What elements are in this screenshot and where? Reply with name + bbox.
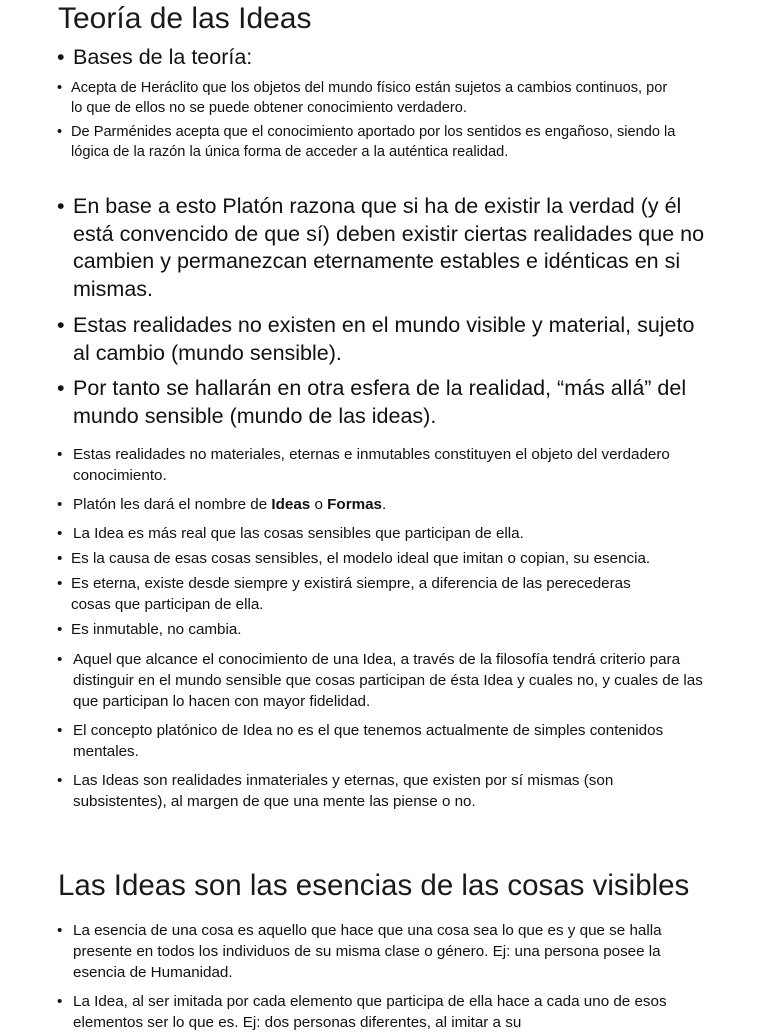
list-item xyxy=(57,78,677,119)
point-text: . xyxy=(382,496,387,513)
slide-title: Las Ideas son las esencias de las cosas visibles xyxy=(58,869,690,902)
slide-title: Teoría de las Ideas xyxy=(58,2,312,35)
subpoint-text: Es eterna, existe desde siempre y existirá siempre, a diferencia de las perecederas cosas que participan de ella. xyxy=(71,575,631,613)
big-points xyxy=(57,375,717,430)
subpoint-text: Es la causa de esas cosas sensibles, el modelo ideal que imitan o copian, su esencia. xyxy=(71,550,651,567)
small-points xyxy=(57,444,707,812)
list-item xyxy=(57,193,712,303)
point-text: Estas realidades no materiales, eternas e inmutables constituyen el objeto del verdadero conocimiento. xyxy=(73,446,670,484)
bases-subitem-heraclito: Acepta de Heráclito que los objetos del mundo físico están sujetos a cambios continuos, por lo que de ellos no se puede obtener conocimiento verdadero. xyxy=(71,79,668,116)
point-text: La Idea, al ser imitada por cada elemento que participa de ella hace a cada uno de esos elementos ser lo que es. Ej: dos personas diferentes, al imitar a su xyxy=(73,993,667,1031)
list-item xyxy=(57,720,707,762)
list-item xyxy=(57,444,707,486)
point-text: Aquel que alcance el conocimiento de una Idea, a través de la filosofía tendrá criterio para distinguir en el mundo sensible que cosas participan de ésta Idea y cuales no, y cuales de las que participan lo hacen con mayor fidelidad. xyxy=(73,651,703,710)
list-item xyxy=(57,991,707,1033)
point-text: Las Ideas son realidades inmateriales y eternas, que existen por sí mismas (son subsistentes), al margen de que una mente las piense o no. xyxy=(73,772,614,810)
bases-subitem-parmenides: De Parménides acepta que el conocimiento aportado por los sentidos es engañoso, siendo la lógica de la razón la única forma de acceder a la auténtica realidad. xyxy=(71,123,676,160)
big-point-text: En base a esto Platón razona que si ha de existir la verdad (y él está convencido de que sí) deben existir ciertas realidades que no cambien y permanezcan eternamente estables e idénticas en si mismas. xyxy=(73,194,705,301)
list-item xyxy=(57,920,707,983)
big-points xyxy=(57,193,712,303)
list-item xyxy=(57,122,677,163)
point-text: o xyxy=(310,496,328,513)
list-item xyxy=(57,312,697,367)
slide2-points xyxy=(57,920,707,1033)
list-item xyxy=(57,494,707,515)
list-item xyxy=(57,375,717,430)
term-ideas: Ideas xyxy=(271,496,311,513)
list-item xyxy=(57,548,657,569)
point-text: La Idea es más real que las cosas sensibles que participan de ella. xyxy=(73,525,524,542)
list-item xyxy=(57,770,707,812)
list-item xyxy=(57,573,657,615)
list-item xyxy=(57,649,707,712)
big-point-text: Por tanto se hallarán en otra esfera de la realidad, “más allá” del mundo sensible (mundo de las ideas). xyxy=(73,376,687,428)
term-formas: Formas xyxy=(327,496,383,513)
subpoint-text: Es inmutable, no cambia. xyxy=(71,621,242,638)
big-point-text: Estas realidades no existen en el mundo visible y material, sujeto al cambio (mundo sensible). xyxy=(73,313,695,365)
point-text: El concepto platónico de Idea no es el que tenemos actualmente de simples contenidos mentales. xyxy=(73,722,664,760)
bases-section xyxy=(57,44,747,163)
point-text: Platón les dará el nombre de xyxy=(73,496,272,513)
point-text: La esencia de una cosa es aquello que hace que una cosa sea lo que es y que se halla presente en todos los individuos de su misma clase o género. Ej: una persona posee la esencia de Humanidad. xyxy=(73,922,662,981)
list-item xyxy=(57,523,707,544)
bases-label: Bases de la teoría: xyxy=(73,45,253,69)
list-item xyxy=(57,619,657,640)
big-points xyxy=(57,312,697,367)
list-item xyxy=(57,44,747,72)
